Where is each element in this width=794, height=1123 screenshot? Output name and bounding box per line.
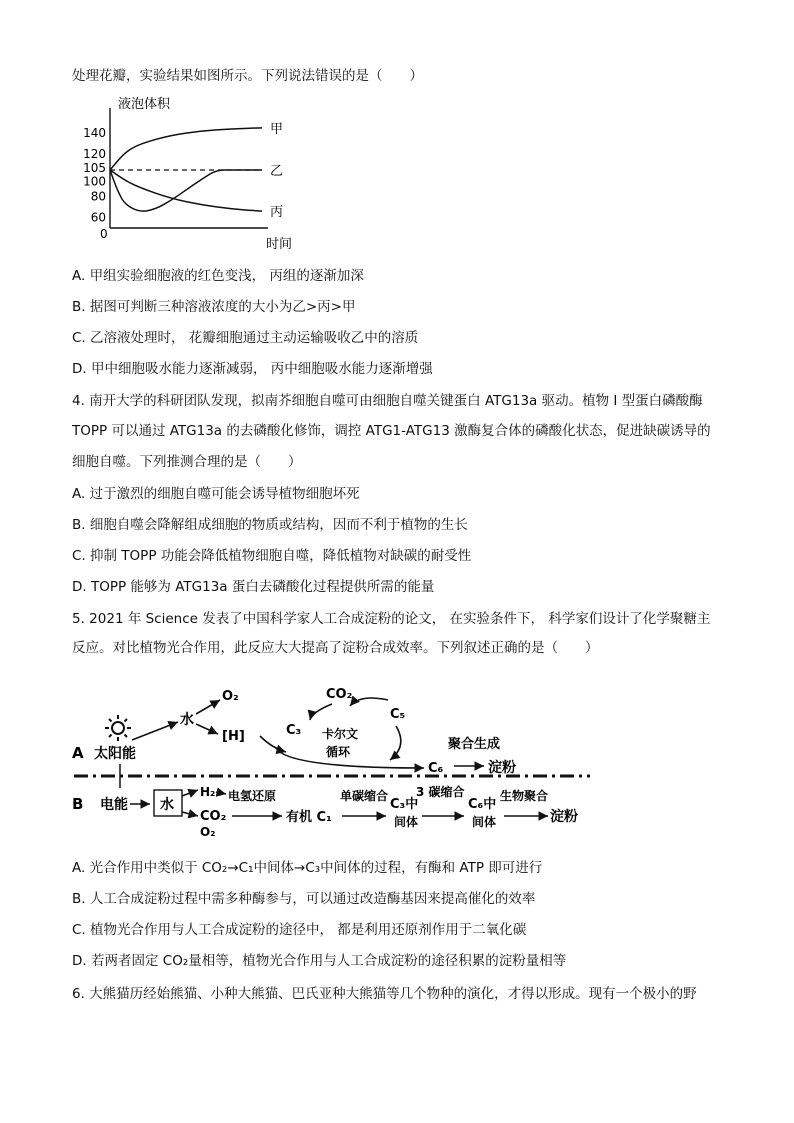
q5-stem-line-1: 5. 2021 年 Science 发表了中国科学家人工合成淀粉的论文， 在实验条件下， 科学家们设计了化学聚糖主 (72, 611, 711, 627)
q5-option-a: A. 光合作用中类似于 CO₂→C₁中间体→C₃中间体的过程，有酶和 ATP 即可进行 (72, 860, 543, 876)
y-tick-label: 105 (83, 161, 106, 175)
y-tick-label: 140 (83, 126, 106, 141)
arrow-water-h (196, 724, 218, 734)
q4-option-b: B. 细胞自噬会降解组成细胞的物质或结构，因而不利于植物的生长 (72, 517, 468, 533)
q4-option-a: A. 过于激烈的细胞自噬可能会诱导植物细胞坏死 (72, 486, 360, 502)
sun-icon (105, 715, 131, 741)
three-c-label: 3 碳缩合 (416, 785, 465, 799)
q3-option-b: B. 据图可判断三种溶液浓度的大小为乙>丙>甲 (72, 299, 356, 315)
o2-label: O₂ (222, 689, 239, 704)
calvin-label-1: 卡尔文 (322, 727, 359, 741)
series-line-0 (110, 128, 262, 170)
c6-mid-label-1: C₆中 (468, 797, 497, 812)
y-tick-label: 100 (83, 174, 106, 189)
q5-option-c: C. 植物光合作用与人工合成淀粉的途径中， 都是利用还原剂作用于二氧化碳 (72, 922, 527, 938)
arrow-water-co2 (182, 812, 198, 816)
c3-label: C₃ (286, 723, 302, 738)
x-axis-label: 时间 (266, 237, 293, 252)
series-label-1: 乙 (270, 164, 284, 179)
c6-label: C₆ (428, 761, 444, 776)
q3-chart-svg (72, 96, 312, 256)
arrow-co2-c3 (310, 704, 332, 720)
e-reduce-label: 电氢还原 (228, 789, 277, 803)
starch-a-label: 淀粉 (488, 760, 516, 776)
q4-stem-line-1: 4. 南开大学的科研团队发现，拟南芥细胞自噬可由细胞自噬关键蛋白 ATG13a 驱动。植物 I 型蛋白磷酸酶 (72, 393, 703, 409)
q5-diagram-svg (60, 676, 600, 846)
q4-stem-line-2: TOPP 可以通过 ATG13a 的去磷酸化修饰，调控 ATG1-ATG13 激酶复合体的磷酸化状态，促进缺碳诱导的 (72, 423, 711, 439)
co2-label: CO₂ (326, 687, 353, 702)
origin-label: 0 (100, 227, 108, 241)
arrow-sun-water (132, 722, 178, 740)
q5-stem-line-2: 反应。对比植物光合作用，此反应大大提高了淀粉合成效率。下列叙述正确的是（ ） (72, 640, 599, 656)
calvin-label-2: 循环 (326, 745, 351, 759)
c6-mid-label-2: 间体 (472, 815, 497, 829)
solar-energy-label: 太阳能 (94, 746, 136, 762)
y-tick-label: 60 (90, 210, 106, 225)
c3-mid-label-1: C₃中 (390, 797, 419, 812)
series-label-0: 甲 (270, 121, 284, 137)
starch-b-label: 淀粉 (550, 809, 578, 825)
electric-energy-label: 电能 (100, 797, 128, 813)
organic-c1-label: 有机 C₁ (286, 810, 332, 825)
bio-poly-label: 生物聚合 (500, 789, 549, 803)
arrow-h2-reduce (216, 792, 226, 794)
arrow-water-o2 (196, 700, 220, 714)
q3-option-a: A. 甲组实验细胞液的红色变浅， 丙组的逐渐加深 (72, 268, 364, 284)
q3-stem: 处理花瓣，实验结果如图所示。下列说法错误的是（ ） (72, 68, 423, 84)
q5-option-d: D. 若两者固定 CO₂量相等，植物光合作用与人工合成淀粉的途径积累的淀粉量相等 (72, 953, 567, 969)
row-b-label: B (72, 795, 84, 813)
y-axis-label: 液泡体积 (118, 97, 171, 112)
q6-stem: 6. 大熊猫历经始熊猫、小种大熊猫、巴氏亚种大熊猫等几个物种的演化，才得以形成。现有一个极小的野 (72, 986, 697, 1002)
y-tick-label: 120 (83, 147, 106, 162)
q4-stem-line-3: 细胞自噬。下列推测合理的是（ ） (72, 454, 302, 470)
y-tick-label: 80 (90, 189, 106, 204)
o2-b-label: O₂ (200, 825, 216, 839)
polymer-label: 聚合生成 (448, 737, 501, 752)
c3-mid-label-2: 间体 (394, 815, 419, 829)
arrow-h-c3 (260, 736, 286, 752)
q3-option-d: D. 甲中细胞吸水能力逐渐减弱， 丙中细胞吸水能力逐渐增强 (72, 361, 433, 377)
q4-option-d: D. TOPP 能够为 ATG13a 蛋白去磷酸化过程提供所需的能量 (72, 579, 435, 595)
water-a-label: 水 (180, 712, 194, 728)
q4-option-c: C. 抑制 TOPP 功能会降低植物细胞自噬，降低植物对缺碳的耐受性 (72, 548, 472, 564)
water-b-label: 水 (160, 797, 174, 813)
arrow-cycle-c5 (390, 726, 401, 760)
q5-diagram (60, 676, 600, 846)
q3-chart (72, 96, 312, 256)
q5-option-b: B. 人工合成淀粉过程中需多种酶参与，可以通过改造酶基因来提高催化的效率 (72, 891, 536, 907)
c5-label: C₅ (390, 707, 406, 722)
co2-b-label: CO₂ (200, 809, 227, 824)
arrow-c5-c3 (350, 698, 388, 706)
single-c-label: 单碳缩合 (340, 789, 389, 803)
h2-label: H₂ (200, 785, 216, 799)
q3-option-c: C. 乙溶液处理时， 花瓣细胞通过主动运输吸收乙中的溶质 (72, 330, 419, 346)
series-label-2: 丙 (270, 205, 284, 221)
series-line-1 (110, 170, 262, 211)
h-label: [H] (222, 729, 245, 744)
row-a-label: A (72, 744, 84, 762)
arrow-water-h2 (182, 790, 198, 796)
